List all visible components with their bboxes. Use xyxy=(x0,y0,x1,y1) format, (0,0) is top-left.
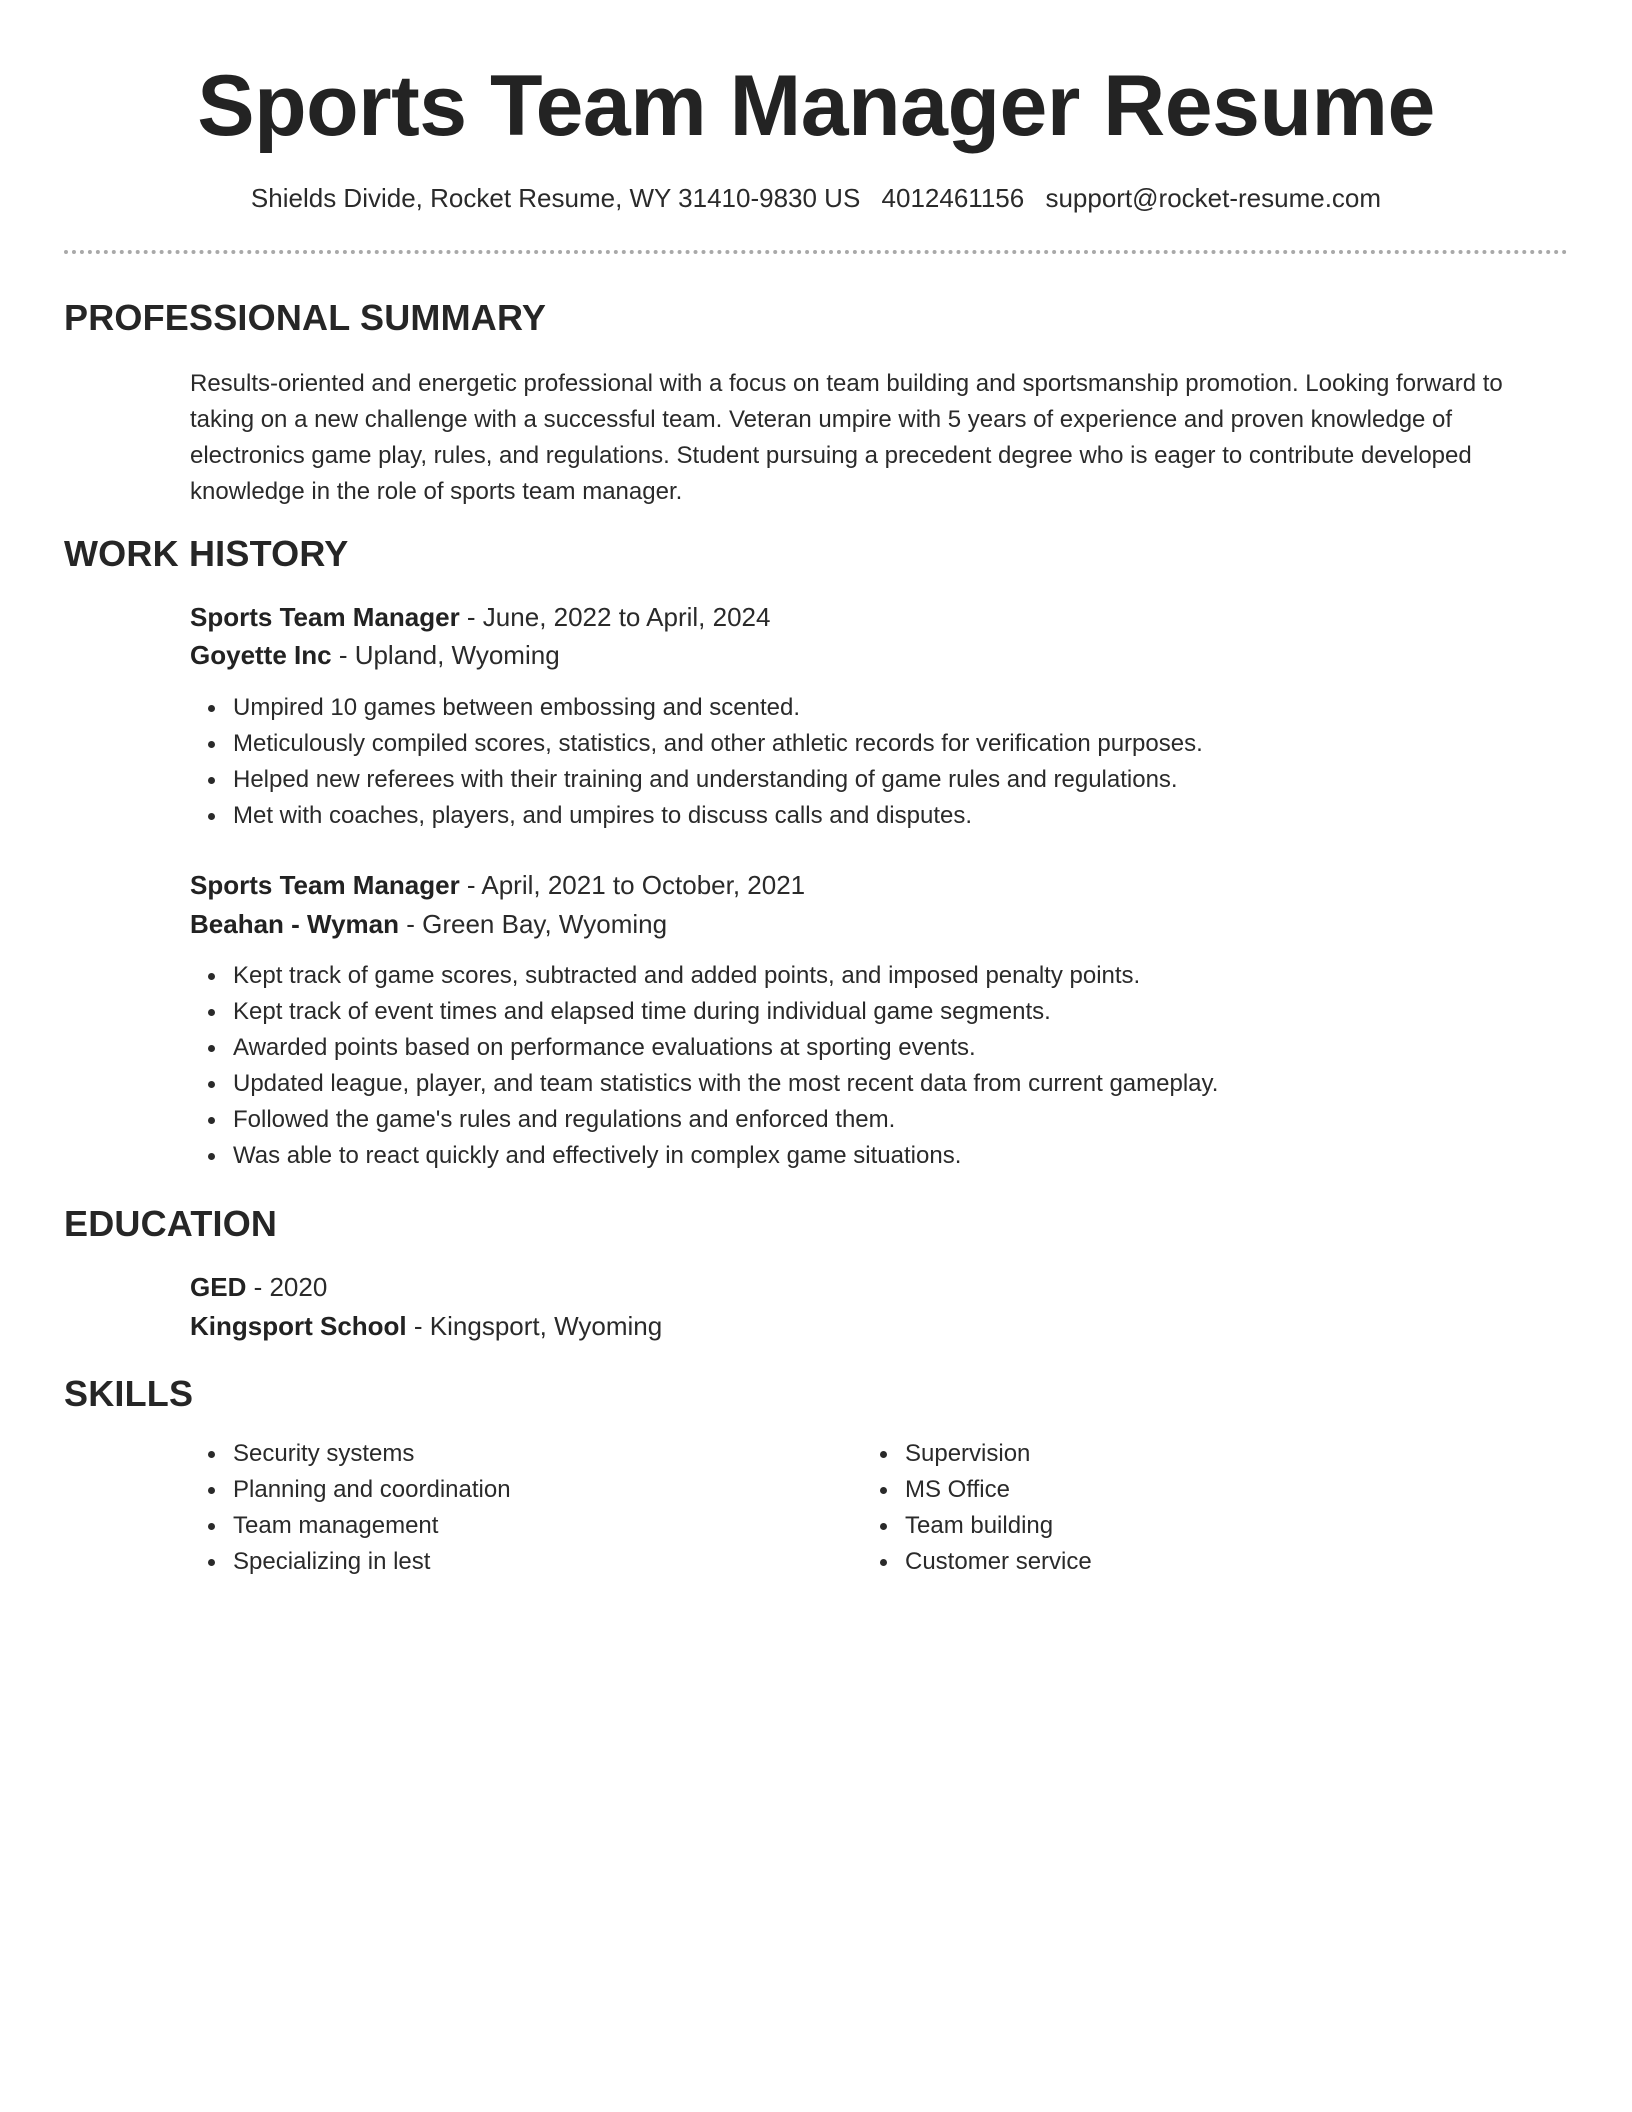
skills-list-left xyxy=(190,1436,511,1580)
job-2-bullets xyxy=(190,958,1218,1174)
list-item: Kept track of game scores, subtracted and added points, and imposed penalty points. xyxy=(190,958,1218,994)
education-school: Kingsport School xyxy=(190,1311,407,1341)
education-heading: EDUCATION xyxy=(64,1203,278,1244)
education-year: - 2020 xyxy=(246,1272,328,1302)
contact-address: Shields Divide, Rocket Resume, WY 31410-9830 US xyxy=(250,183,861,213)
job-2-dates: - April, 2021 to October, 2021 xyxy=(459,870,806,900)
list-item: Met with coaches, players, and umpires to discuss calls and disputes. xyxy=(190,798,1203,834)
job-1-company: Goyette Inc xyxy=(190,640,332,670)
list-item: Team building xyxy=(862,1508,1092,1544)
job-1-dates: - June, 2022 to April, 2024 xyxy=(459,602,771,632)
job-2-company: Beahan - Wyman xyxy=(190,909,400,939)
work-history-heading: WORK HISTORY xyxy=(64,533,349,574)
education-school-line xyxy=(190,1307,662,1345)
list-item: Awarded points based on performance evaluations at sporting events. xyxy=(190,1030,1218,1066)
contact-line xyxy=(0,180,1632,216)
list-item: Team management xyxy=(190,1508,511,1544)
list-item: Specializing in lest xyxy=(190,1544,511,1580)
list-item: Supervision xyxy=(862,1436,1092,1472)
list-item: Kept track of event times and elapsed time during individual game segments. xyxy=(190,994,1218,1030)
contact-email: support@rocket-resume.com xyxy=(1045,183,1382,213)
list-item: Customer service xyxy=(862,1544,1092,1580)
list-item: Umpired 10 games between embossing and scented. xyxy=(190,690,1203,726)
list-item: Was able to react quickly and effectively in complex game situations. xyxy=(190,1138,1218,1174)
list-item: Helped new referees with their training and understanding of game rules and regulations. xyxy=(190,762,1203,798)
contact-phone: 4012461156 xyxy=(881,183,1025,213)
job-1-title-line xyxy=(190,598,770,636)
list-item: MS Office xyxy=(862,1472,1092,1508)
list-item: Followed the game's rules and regulations and enforced them. xyxy=(190,1102,1218,1138)
job-2-title-line xyxy=(190,866,805,904)
list-item: Security systems xyxy=(190,1436,511,1472)
resume-title: Sports Team Manager Resume xyxy=(197,58,1435,154)
job-1-location: - Upland, Wyoming xyxy=(331,640,560,670)
job-2-title: Sports Team Manager xyxy=(190,870,460,900)
job-1-bullets xyxy=(190,690,1203,834)
list-item: Updated league, player, and team statistics with the most recent data from current gameplay. xyxy=(190,1066,1218,1102)
job-1-title: Sports Team Manager xyxy=(190,602,460,632)
education-degree: GED xyxy=(190,1272,247,1302)
job-2-location: - Green Bay, Wyoming xyxy=(399,909,668,939)
header-divider xyxy=(64,250,1568,254)
job-2-company-line xyxy=(190,905,667,943)
summary-heading: PROFESSIONAL SUMMARY xyxy=(64,297,547,338)
job-1-company-line xyxy=(190,636,560,674)
education-degree-line xyxy=(190,1268,327,1306)
skills-list-right xyxy=(862,1436,1092,1580)
summary-text: Results-oriented and energetic professional with a focus on team building and sportsmanship promotion. Looking forward to taking on a new challenge with a successful team. Veteran umpire with 5 years of experience and proven knowledge of electronics game play, rules, and regulations. Student pursuing a precedent degree who is eager to contribute developed knowledge in the role of sports team manager. xyxy=(190,370,1503,505)
education-location: - Kingsport, Wyoming xyxy=(406,1311,663,1341)
list-item: Planning and coordination xyxy=(190,1472,511,1508)
skills-heading: SKILLS xyxy=(64,1373,194,1414)
list-item: Meticulously compiled scores, statistics, and other athletic records for verification purposes. xyxy=(190,726,1203,762)
